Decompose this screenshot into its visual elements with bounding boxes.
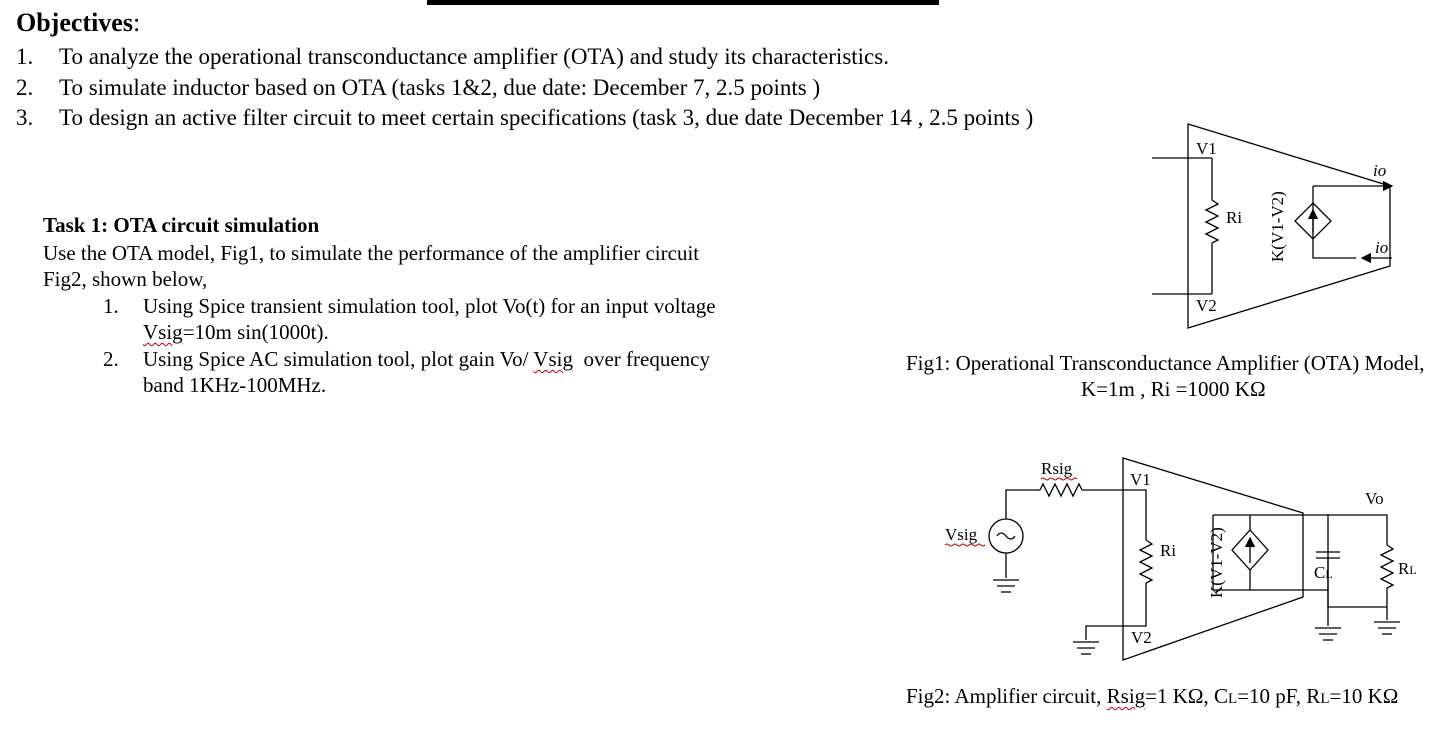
- fig2-rsig-label: Rsig: [1041, 459, 1073, 478]
- fig2-amplifier-circuit: [989, 458, 1400, 660]
- objectives-colon: :: [132, 8, 141, 37]
- fig1-resistor: [1206, 200, 1218, 243]
- fig2-ri-resistor: [1140, 540, 1152, 583]
- fig1-io-bottom-label: io: [1375, 238, 1389, 257]
- fig2-caption-d: =10 KΩ: [1329, 684, 1399, 708]
- objective-number: 2.: [16, 75, 34, 100]
- fig1-v1-label: V1: [1196, 139, 1217, 158]
- fig2-input-wire: [1006, 490, 1040, 519]
- fig2-ground-v2: [1073, 642, 1099, 654]
- fig2-rl-label: RL: [1398, 559, 1417, 578]
- step1-number: 1.: [103, 294, 119, 318]
- fig2-cl-label: CL: [1314, 563, 1333, 582]
- objective-text: To design an active filter circuit to meet certain specifications (task 3, due date December 14 , 2.5 points ): [59, 105, 1034, 130]
- step2-number: 2.: [103, 347, 119, 371]
- objective-text: To analyze the operational transconductance amplifier (OTA) and study its characteristics.: [59, 44, 889, 69]
- fig2-ground-source: [993, 580, 1019, 592]
- fig2-caption-b: =1 KΩ, C: [1145, 684, 1229, 708]
- fig1-v2-label: V2: [1196, 296, 1217, 315]
- fig2-caption-rl-sub: L: [1320, 691, 1330, 707]
- fig2-v1-label: V1: [1130, 470, 1151, 489]
- fig2-caption-cl-sub: L: [1228, 691, 1238, 707]
- objective-number: 3.: [16, 105, 34, 130]
- vsig-term: Vsig: [533, 347, 573, 371]
- fig1-caption-line2: K=1m , Ri =1000 KΩ: [1081, 377, 1266, 401]
- fig2-caption-c: =10 pF, R: [1237, 684, 1321, 708]
- fig2-ground-rl: [1374, 622, 1400, 634]
- step2-line2: band 1KHz-100MHz.: [143, 373, 327, 397]
- fig2-rl-resistor: [1381, 545, 1393, 620]
- fig2-caption: [906, 684, 1398, 709]
- fig2-caption-a: Fig2: Amplifier circuit,: [906, 684, 1107, 708]
- fig2-output-wire: [1213, 515, 1387, 545]
- fig2-ri-label: Ri: [1160, 541, 1177, 560]
- task1-intro-line2: Fig2, shown below,: [43, 267, 208, 291]
- fig1-k-label: K(V1-V2): [1268, 191, 1287, 262]
- fig2-v2-label: V2: [1131, 628, 1152, 647]
- vsig-term: Vsig: [143, 320, 183, 344]
- task1-intro-line1: Use the OTA model, Fig1, to simulate the performance of the amplifier circuit: [43, 241, 700, 265]
- fig2-vo-label: Vo: [1365, 489, 1384, 508]
- fig2-k-label: K(V1-V2): [1207, 527, 1226, 598]
- fig1-caption-line1: Fig1: Operational Transconductance Amplifier (OTA) Model,: [906, 351, 1425, 375]
- fig1-ota-body: [1188, 124, 1390, 328]
- objective-text: To simulate inductor based on OTA (tasks 1&2, due date: December 7, 2.5 points ): [59, 75, 821, 100]
- fig2-ground-cl: [1315, 628, 1341, 640]
- step2-line1-c: over frequency: [572, 347, 710, 371]
- fig1-ri-label: Ri: [1226, 208, 1243, 227]
- step1-line1: Using Spice transient simulation tool, plot Vo(t) for an input voltage: [143, 294, 716, 318]
- fig1-source-wire: [1313, 186, 1356, 258]
- fig2-vsig-label: Vsig: [945, 525, 978, 544]
- fig2-caption-rsig: Rsig: [1106, 684, 1146, 708]
- fig2-rsig-resistor: [1040, 484, 1082, 496]
- objective-number: 1.: [16, 44, 34, 69]
- step1-line2-rest: =10m sin(1000t).: [182, 320, 329, 344]
- fig1-io-top-label: io: [1373, 161, 1387, 180]
- task1-title: Task 1: OTA circuit simulation: [43, 213, 320, 237]
- step2-line1-a: Using Spice AC simulation tool, plot gain Vo/: [143, 347, 534, 371]
- objectives-title: Objectives: [16, 8, 133, 37]
